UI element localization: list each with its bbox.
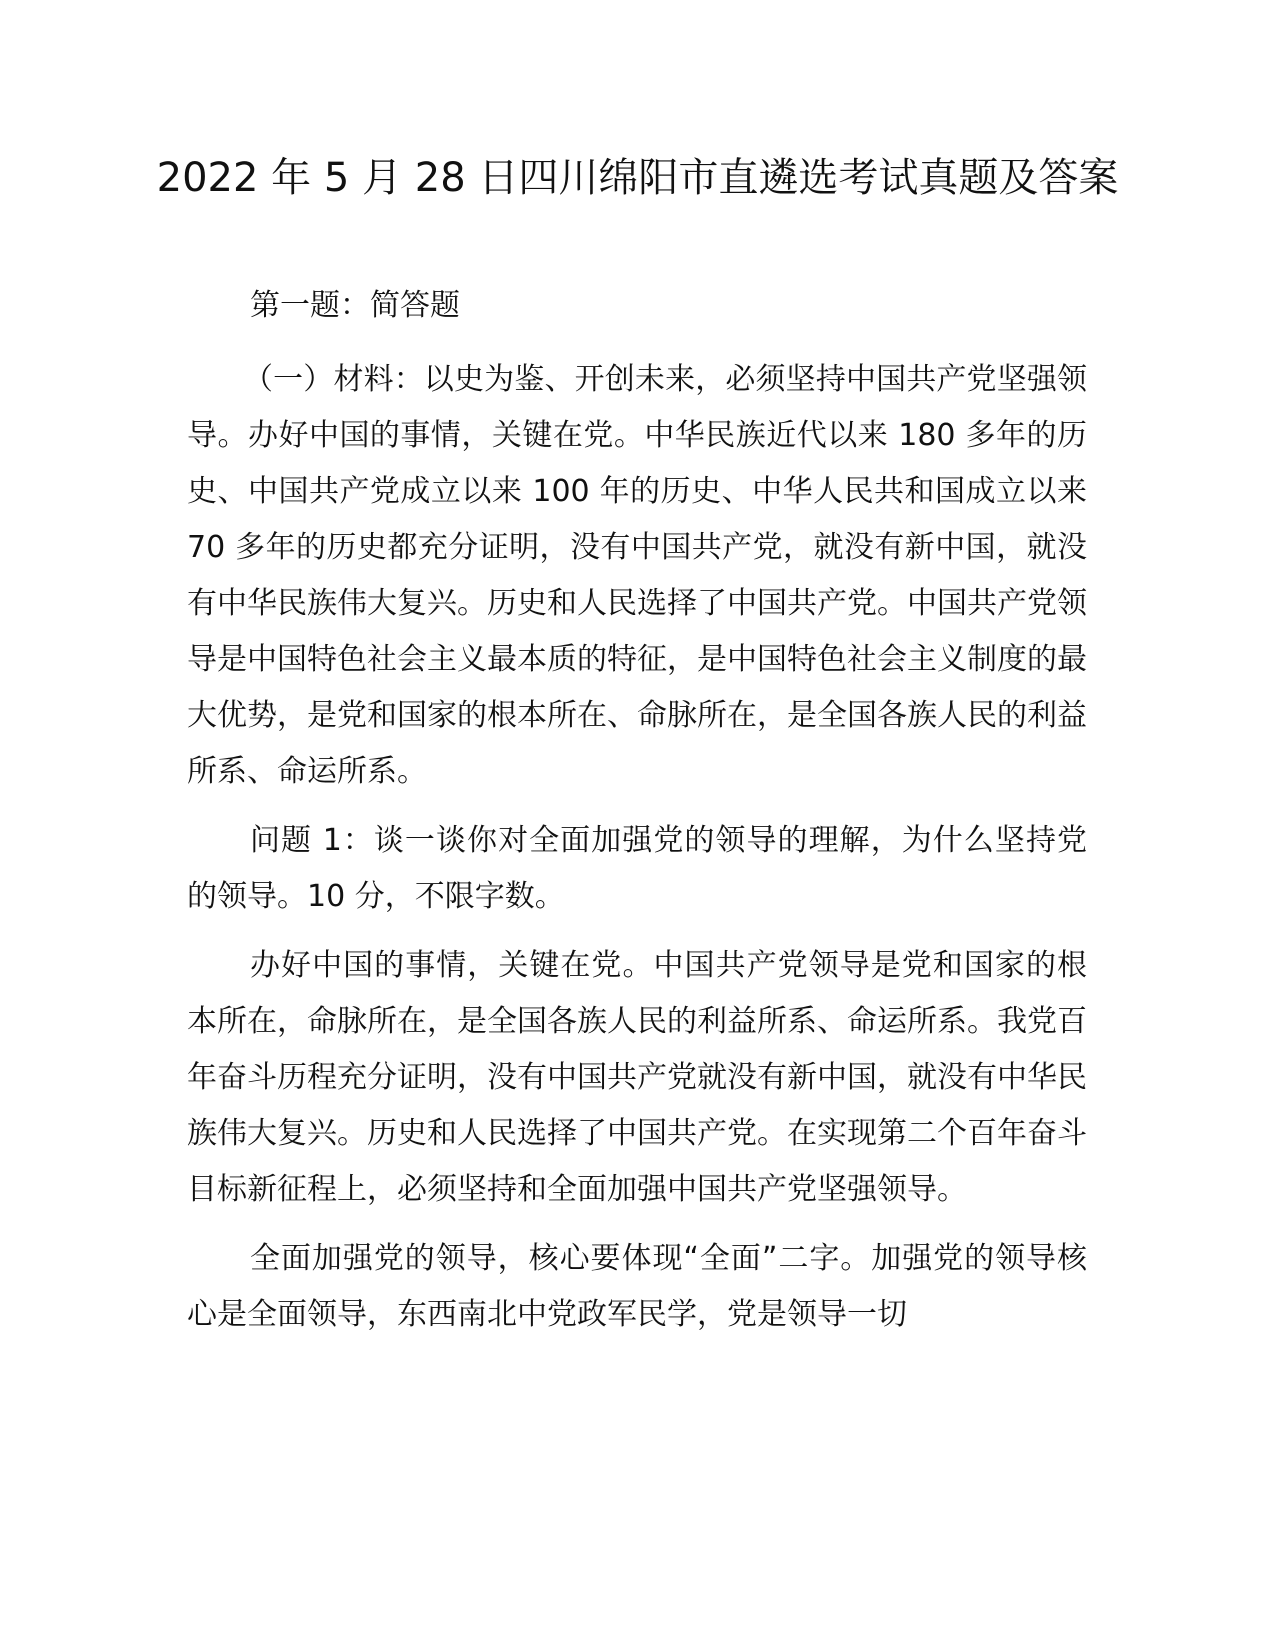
- answer-paragraph: 办好中国的事情，关键在党。中国共产党领导是党和国家的根本所在，命脉所在，是全国各族人民的利益所系、命运所系。我党百年奋斗历程充分证明，没有中国共产党就没有新中国，就没有中华民族伟大复兴。历史和人民选择了中国共产党。在实现第二个百年奋斗目标新征程上，必须坚持和全面加强中国共产党坚强领导。: [187, 948, 1087, 1207]
- document-title: 2022 年 5 月 28 日四川绵阳市直遴选考试真题及答案: [156, 155, 1119, 201]
- question-paragraph: 问题 1：谈一谈你对全面加强党的领导的理解，为什么坚持党的领导。10 分，不限字数。: [187, 823, 1087, 914]
- document-body: [187, 286, 1087, 1356]
- material-paragraph: （一）材料：以史为鉴、开创未来，必须坚持中国共产党坚强领导。办好中国的事情，关键在党。中华民族近代以来 180 多年的历史、中国共产党成立以来 100 年的历史、中华人民共和国成立以来 70 多年的历史都充分证明，没有中国共产党，就没有新中国，就没有中华民族伟大复兴。历史和人民选择了中国共产党。中国共产党领导是中国特色社会主义最本质的特征，是中国特色社会主义制度的最大优势，是党和国家的根本所在、命脉所在，是全国各族人民的利益所系、命运所系。: [187, 362, 1087, 789]
- answer-paragraph: 全面加强党的领导，核心要体现“全面”二字。加强党的领导核心是全面领导，东西南北中党政军民学，党是领导一切: [187, 1241, 1087, 1332]
- section-heading: 第一题：简答题: [250, 288, 460, 323]
